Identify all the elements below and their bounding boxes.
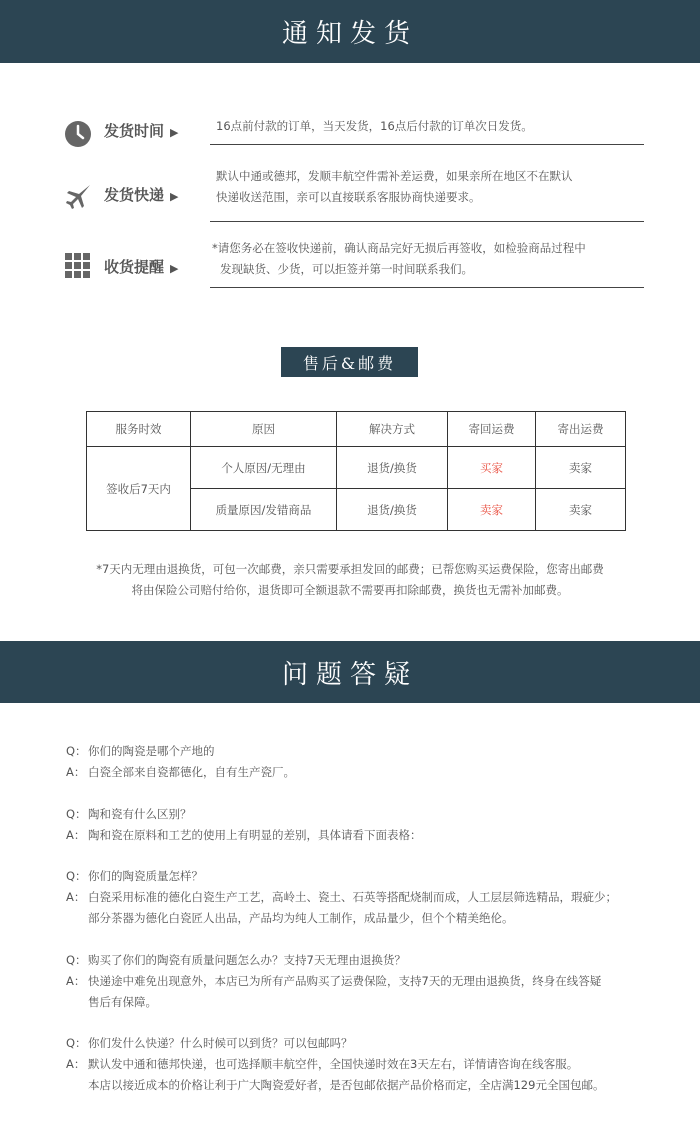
- faq-question: Q： 购买了你们的陶瓷有质量问题怎么办？支持7天无理由退换货？: [66, 953, 406, 967]
- faq-question: Q： 你们发什么快递？什么时候可以到货？可以包邮吗？: [66, 1036, 353, 1050]
- faq-answer: A： 默认发中通和德邦快递，也可选择顺丰航空件，全国快递时效在3天左右，详情请咨询在线客服。 本店以接近成本的价格让利于广大陶瓷爱好者，是否包邮依据产品价格而定，全店满129元全国包邮。: [66, 1057, 605, 1092]
- reason-cell: 质量原因/发错商品: [191, 489, 337, 531]
- send-fee-cell: 卖家: [536, 489, 626, 531]
- row-label: 发货时间 ▶: [104, 122, 179, 140]
- faq-question: Q： 你们的陶瓷质量怎样？: [66, 869, 203, 883]
- aftersale-title-badge: 售后&邮费: [281, 347, 418, 377]
- row-text: 16点前付款的订单，当天发货，16点后付款的订单次日发货。: [216, 119, 533, 133]
- divider: [210, 221, 644, 222]
- divider: [210, 144, 644, 145]
- send-fee-cell: 卖家: [536, 447, 626, 489]
- solution-cell: 退货/换货: [337, 447, 448, 489]
- banner-faq: [0, 641, 700, 703]
- banner-title: 通知发货: [281, 19, 418, 49]
- row-text: 默认中通或德邦，发顺丰航空件需补差运费，如果亲所在地区不在默认 快递收送范围，亲可以直接联系客服协商快递要求。: [216, 169, 573, 204]
- faq-answer: A： 白瓷采用标准的德化白瓷生产工艺，高岭土、瓷土、石英等搭配烧制而成，人工层层筛选精品，瑕疵少； 部分茶器为德化白瓷匠人出品，产品均为纯人工制作，成品量少，但个个精美绝伦。: [66, 890, 617, 925]
- faq-question: Q： 你们的陶瓷是哪个产地的: [66, 744, 215, 758]
- faq-question: Q： 陶和瓷有什么区别？: [66, 807, 192, 821]
- grid-icon: [64, 252, 92, 280]
- airplane-icon: [64, 182, 92, 210]
- clock-icon: [64, 120, 92, 148]
- banner-title: 问题答疑: [281, 659, 418, 690]
- faq-item: [66, 804, 666, 846]
- table-row: [87, 447, 626, 489]
- table-header-cell: 原因: [191, 412, 337, 447]
- table-header-cell: 解决方式: [337, 412, 448, 447]
- return-fee-cell: 卖家: [448, 489, 536, 531]
- table-header-cell: 寄出运费: [536, 412, 626, 447]
- shipping-row-receipt: [60, 238, 644, 292]
- faq-item: [66, 950, 666, 1013]
- faq-item: [66, 741, 666, 783]
- solution-cell: 退货/换货: [337, 489, 448, 531]
- divider: [210, 287, 644, 288]
- faq-answer: A： 陶和瓷在原料和工艺的使用上有明显的差别，具体请看下面表格：: [66, 828, 422, 842]
- return-fee-cell: 买家: [448, 447, 536, 489]
- row-text: *请您务必在签收快递前，确认商品完好无损后再签收，如检验商品过程中 发现缺货、少货，可以拒签并第一时间联系我们。: [212, 241, 586, 276]
- faq-answer: A： 白瓷全部来自瓷都德化，自有生产瓷厂。: [66, 765, 295, 779]
- reason-cell: 个人原因/无理由: [191, 447, 337, 489]
- period-cell: 签收后7天内: [87, 447, 191, 531]
- aftersale-note: *7天内无理由退换货，可包一次邮费，亲只需要承担发回的邮费；已帮您购买运费保险，您寄出邮费 将由保险公司赔付给你，退货即可全额退款不需要再扣除邮费，换货也无需补加邮费。: [96, 562, 604, 597]
- row-label: 发货快递 ▶: [104, 186, 179, 204]
- aftersale-table: [86, 411, 626, 531]
- faq-item: [66, 1033, 666, 1096]
- row-label: 收货提醒 ▶: [104, 258, 179, 276]
- faq-answer: A： 快递途中难免出现意外，本店已为所有产品购买了运费保险，支持7天的无理由退换货，终身在线答疑 售后有保障。: [66, 974, 602, 1009]
- shipping-row-courier: [60, 166, 644, 226]
- faq-item: [66, 866, 666, 929]
- table-header-row: [87, 412, 626, 447]
- table-header-cell: 寄回运费: [448, 412, 536, 447]
- shipping-row-time: [60, 116, 644, 148]
- table-header-cell: 服务时效: [87, 412, 191, 447]
- banner-shipping-notice: [0, 0, 700, 63]
